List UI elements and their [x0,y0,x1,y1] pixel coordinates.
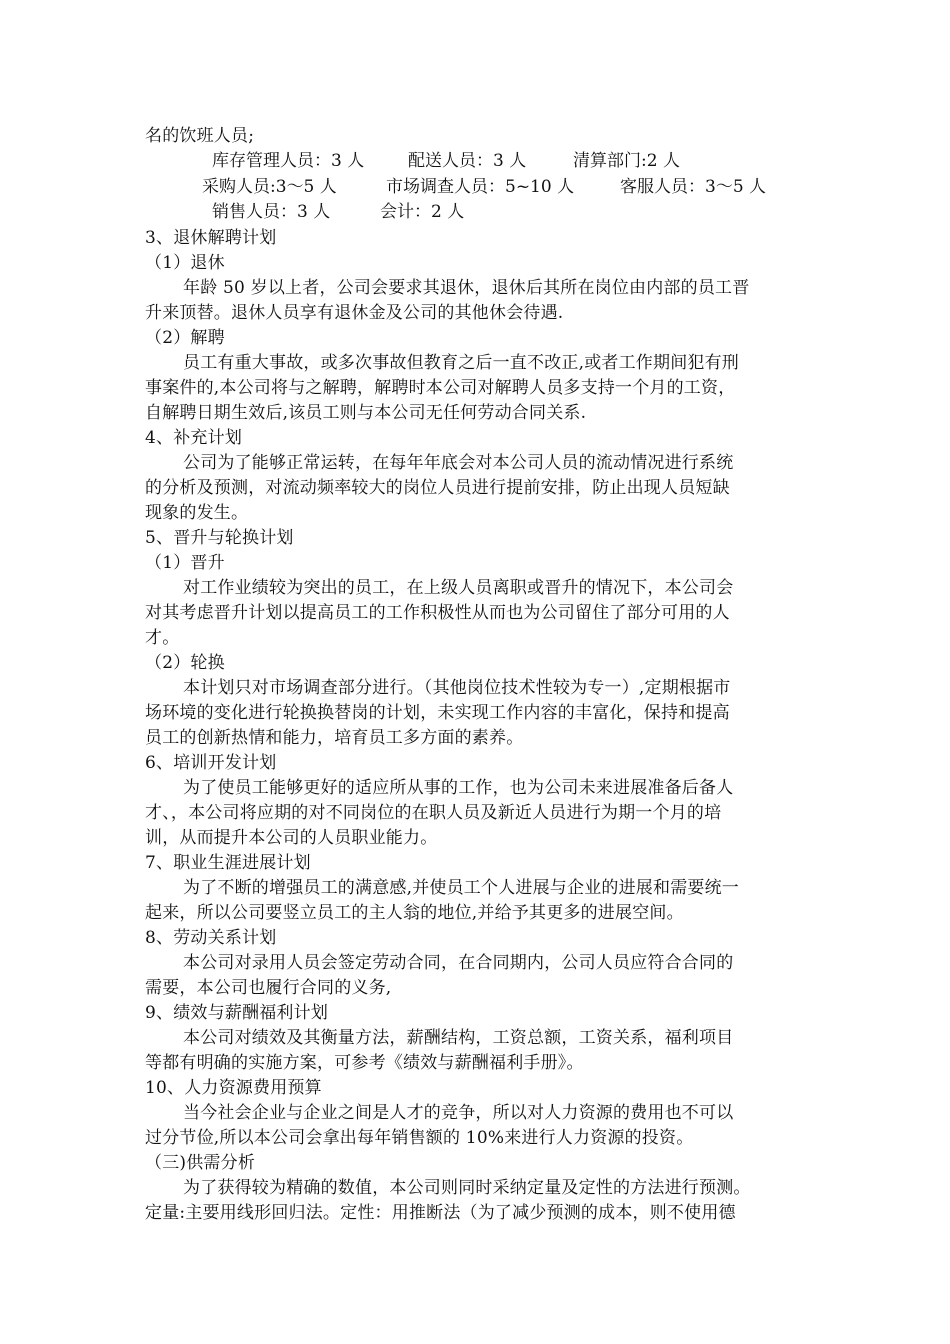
paragraph-line: 才。 [145,628,180,648]
paragraph-line: 本公司对绩效及其衡量方法，薪酬结构，工资总额，工资关系，福利项目 [183,1028,734,1048]
paragraph-line: 等都有明确的实施方案，可参考《绩效与薪酬福利手册》。 [145,1053,584,1073]
staff-cell: 清算部门:2 人 [573,151,680,171]
paragraph-line: 本计划只对市场调查部分进行。（其他岗位技术性较为专一）,定期根据市 [183,678,731,698]
subsection-heading: （2）轮换 [145,653,225,673]
paragraph-line: 当今社会企业与企业之间是人才的竞争，所以对人力资源的费用也不可以 [183,1103,734,1123]
staff-cell: 库存管理人员：3 人 [212,151,365,171]
section-heading: 7、职业生涯进展计划 [145,853,311,873]
section-heading: （三)供需分析 [145,1153,256,1173]
staff-cell: 客服人员：3～5 人 [620,177,767,197]
paragraph-line: 定量:主要用线形回归法。定性：用推断法（为了减少预测的成本，则不使用德 [145,1203,736,1223]
paragraph-line: 过分节俭,所以本公司会拿出每年销售额的 10%来进行人力资源的投资。 [145,1128,694,1148]
staff-cell: 会计：2 人 [380,202,465,222]
section-heading: 6、培训开发计划 [145,753,277,773]
paragraph-line: 员工有重大事故，或多次事故但教育之后一直不改正,或者工作期间犯有刑 [183,353,740,373]
paragraph-line: 为了获得较为精确的数值，本公司则同时采纳定量及定性的方法进行预测。 [183,1178,751,1198]
paragraph-line: 起来，所以公司要竖立员工的主人翁的地位,并给予其更多的进展空间。 [145,903,684,923]
staff-cell: 销售人员：3 人 [212,202,331,222]
paragraph-line: 员工的创新热情和能力，培育员工多方面的素养。 [145,728,524,748]
section-heading: 3、退休解聘计划 [145,228,277,248]
paragraph-line: 本公司对录用人员会签定劳动合同，在合同期内，公司人员应符合合同的 [183,953,734,973]
section-heading: 5、晋升与轮换计划 [145,528,294,548]
paragraph-line: 对其考虑晋升计划以提高员工的工作积极性从而也为公司留住了部分可用的人 [145,603,730,623]
paragraph-line: 升来顶替。退休人员享有退休金及公司的其他休会待遇. [145,303,564,323]
paragraph-line: 自解聘日期生效后,该员工则与本公司无任何劳动合同关系. [145,403,587,423]
paragraph-line: 的分析及预测，对流动频率较大的岗位人员进行提前安排，防止出现人员短缺 [145,478,730,498]
section-heading: 10、人力资源费用预算 [145,1078,322,1098]
paragraph-line: 为了使员工能够更好的适应所从事的工作，也为公司未来进展准备后备人 [183,778,734,798]
section-heading: 8、劳动关系计划 [145,928,277,948]
subsection-heading: （1）退休 [145,253,225,273]
staff-cell: 配送人员：3 人 [408,151,527,171]
paragraph-line: 对工作业绩较为突出的员工，在上级人员离职或晋升的情况下，本公司会 [183,578,734,598]
paragraph-line: 训，从而提升本公司的人员职业能力。 [145,828,438,848]
paragraph-line: 事案件的,本公司将与之解聘，解聘时本公司对解聘人员多支持一个月的工资， [145,378,736,398]
paragraph-line: 才、，本公司将应期的对不同岗位的在职人员及新近人员进行为期一个月的培 [145,803,722,823]
staff-cell: 采购人员:3～5 人 [202,177,337,197]
subsection-heading: （2）解聘 [145,328,225,348]
section-heading: 4、补充计划 [145,428,243,448]
subsection-heading: （1）晋升 [145,553,225,573]
paragraph-line: 为了不断的增强员工的满意感,并使员工个人进展与企业的进展和需要统一 [183,878,740,898]
text-line: 名的饮班人员; [145,126,255,146]
paragraph-line: 年龄 50 岁以上者，公司会要求其退休，退休后其所在岗位由内部的员工晋 [183,278,750,298]
section-heading: 9、绩效与薪酬福利计划 [145,1003,329,1023]
paragraph-line: 公司为了能够正常运转，在每年年底会对本公司人员的流动情况进行系统 [183,453,734,473]
paragraph-line: 需要，本公司也履行合同的义务, [145,978,392,998]
paragraph-line: 现象的发生。 [145,503,249,523]
staff-cell: 市场调查人员：5~10 人 [386,177,575,197]
paragraph-line: 场环境的变化进行轮换换替岗的计划，未实现工作内容的丰富化，保持和提高 [145,703,730,723]
